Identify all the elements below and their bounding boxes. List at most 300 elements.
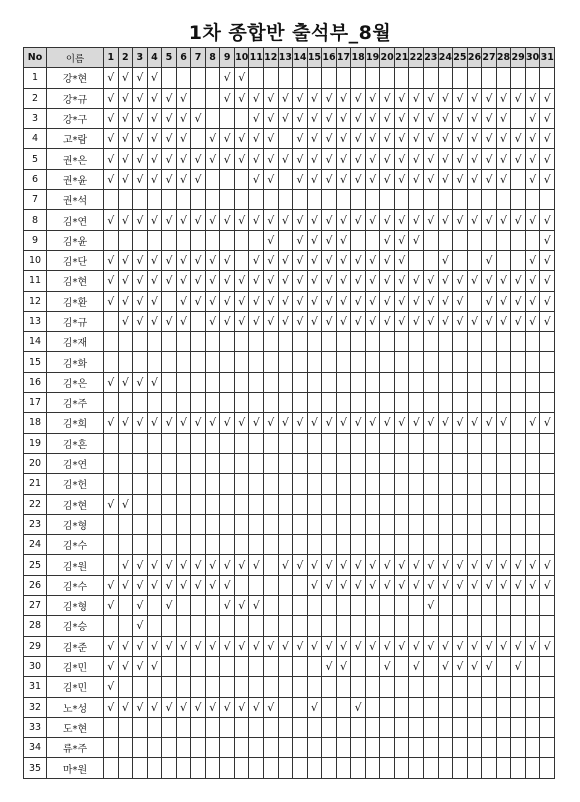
attendance-empty <box>234 433 249 453</box>
attendance-check: √ <box>394 413 409 433</box>
attendance-check: √ <box>234 697 249 717</box>
attendance-empty <box>380 514 395 534</box>
attendance-empty <box>394 738 409 758</box>
attendance-empty <box>380 717 395 737</box>
attendance-check: √ <box>162 129 177 149</box>
attendance-empty <box>176 332 191 352</box>
attendance-empty <box>176 230 191 250</box>
attendance-check: √ <box>424 291 439 311</box>
attendance-check: √ <box>162 596 177 616</box>
attendance-check: √ <box>147 149 162 169</box>
attendance-check: √ <box>293 250 308 270</box>
attendance-check: √ <box>220 271 235 291</box>
attendance-check: √ <box>511 636 526 656</box>
attendance-empty <box>336 474 351 494</box>
attendance-empty <box>365 514 380 534</box>
attendance-check: √ <box>264 697 279 717</box>
attendance-empty <box>453 616 468 636</box>
attendance-empty <box>264 717 279 737</box>
attendance-check: √ <box>525 210 540 230</box>
attendance-empty <box>220 190 235 210</box>
header-day: 22 <box>409 48 424 68</box>
attendance-check: √ <box>540 311 555 331</box>
attendance-check: √ <box>453 129 468 149</box>
row-number: 7 <box>24 190 47 210</box>
attendance-empty <box>336 616 351 636</box>
attendance-check: √ <box>365 413 380 433</box>
attendance-check: √ <box>234 555 249 575</box>
attendance-check: √ <box>467 656 482 676</box>
attendance-empty <box>365 393 380 413</box>
attendance-empty <box>234 230 249 250</box>
attendance-empty <box>118 717 133 737</box>
attendance-check: √ <box>438 169 453 189</box>
attendance-check: √ <box>511 575 526 595</box>
attendance-check: √ <box>118 129 133 149</box>
attendance-check: √ <box>409 656 424 676</box>
attendance-check: √ <box>118 149 133 169</box>
attendance-empty <box>176 494 191 514</box>
attendance-empty <box>234 717 249 737</box>
attendance-check: √ <box>118 494 133 514</box>
attendance-check: √ <box>176 271 191 291</box>
attendance-check: √ <box>307 88 322 108</box>
attendance-empty <box>307 453 322 473</box>
attendance-check: √ <box>540 108 555 128</box>
attendance-empty <box>162 535 177 555</box>
attendance-check: √ <box>293 108 308 128</box>
attendance-empty <box>511 758 526 778</box>
attendance-empty <box>525 656 540 676</box>
attendance-empty <box>205 453 220 473</box>
attendance-empty <box>467 68 482 88</box>
attendance-empty <box>336 68 351 88</box>
attendance-check: √ <box>394 311 409 331</box>
attendance-check: √ <box>380 129 395 149</box>
attendance-empty <box>394 717 409 737</box>
student-name: 김*재 <box>47 332 104 352</box>
attendance-check: √ <box>133 555 148 575</box>
attendance-check: √ <box>394 169 409 189</box>
attendance-empty <box>147 433 162 453</box>
attendance-empty <box>380 190 395 210</box>
attendance-empty <box>176 758 191 778</box>
attendance-table <box>23 47 555 779</box>
attendance-check: √ <box>496 271 511 291</box>
attendance-empty <box>424 697 439 717</box>
attendance-check: √ <box>205 413 220 433</box>
attendance-check: √ <box>220 210 235 230</box>
attendance-empty <box>249 68 264 88</box>
attendance-check: √ <box>380 413 395 433</box>
attendance-empty <box>307 68 322 88</box>
attendance-empty <box>264 575 279 595</box>
attendance-check: √ <box>147 555 162 575</box>
attendance-empty <box>104 758 119 778</box>
attendance-check: √ <box>205 555 220 575</box>
attendance-check: √ <box>191 108 206 128</box>
attendance-empty <box>336 372 351 392</box>
attendance-check: √ <box>511 210 526 230</box>
table-row <box>24 88 555 108</box>
attendance-check: √ <box>118 291 133 311</box>
attendance-empty <box>409 393 424 413</box>
attendance-check: √ <box>249 271 264 291</box>
attendance-empty <box>307 514 322 534</box>
attendance-empty <box>336 758 351 778</box>
attendance-empty <box>365 332 380 352</box>
attendance-check: √ <box>467 108 482 128</box>
attendance-check: √ <box>424 210 439 230</box>
attendance-check: √ <box>380 230 395 250</box>
attendance-empty <box>118 474 133 494</box>
attendance-check: √ <box>525 129 540 149</box>
attendance-empty <box>467 758 482 778</box>
attendance-empty <box>351 372 366 392</box>
attendance-empty <box>511 494 526 514</box>
attendance-check: √ <box>220 88 235 108</box>
attendance-check: √ <box>525 149 540 169</box>
attendance-check: √ <box>394 129 409 149</box>
attendance-check: √ <box>394 271 409 291</box>
attendance-check: √ <box>234 88 249 108</box>
row-number: 5 <box>24 149 47 169</box>
attendance-empty <box>278 535 293 555</box>
attendance-check: √ <box>525 291 540 311</box>
attendance-check: √ <box>104 494 119 514</box>
attendance-check: √ <box>322 250 337 270</box>
attendance-check: √ <box>525 271 540 291</box>
attendance-check: √ <box>234 271 249 291</box>
attendance-check: √ <box>380 636 395 656</box>
attendance-empty <box>540 393 555 413</box>
attendance-empty <box>482 494 497 514</box>
attendance-check: √ <box>467 311 482 331</box>
header-day: 5 <box>162 48 177 68</box>
attendance-empty <box>511 717 526 737</box>
attendance-check: √ <box>234 129 249 149</box>
attendance-check: √ <box>482 555 497 575</box>
attendance-check: √ <box>351 311 366 331</box>
attendance-check: √ <box>336 575 351 595</box>
table-row <box>24 494 555 514</box>
attendance-check: √ <box>176 555 191 575</box>
attendance-empty <box>365 474 380 494</box>
attendance-empty <box>278 230 293 250</box>
attendance-check: √ <box>191 413 206 433</box>
attendance-empty <box>322 68 337 88</box>
table-row <box>24 210 555 230</box>
attendance-check: √ <box>234 291 249 311</box>
attendance-empty <box>511 393 526 413</box>
attendance-empty <box>264 352 279 372</box>
table-row <box>24 433 555 453</box>
attendance-empty <box>365 535 380 555</box>
attendance-empty <box>220 169 235 189</box>
attendance-check: √ <box>133 250 148 270</box>
attendance-empty <box>511 372 526 392</box>
attendance-empty <box>496 514 511 534</box>
attendance-empty <box>438 697 453 717</box>
attendance-check: √ <box>482 311 497 331</box>
attendance-check: √ <box>336 169 351 189</box>
row-number: 12 <box>24 291 47 311</box>
attendance-empty <box>351 494 366 514</box>
attendance-empty <box>249 677 264 697</box>
attendance-empty <box>540 697 555 717</box>
attendance-empty <box>162 717 177 737</box>
attendance-check: √ <box>322 149 337 169</box>
row-number: 28 <box>24 616 47 636</box>
attendance-check: √ <box>205 129 220 149</box>
attendance-empty <box>307 393 322 413</box>
attendance-empty <box>438 758 453 778</box>
attendance-check: √ <box>322 271 337 291</box>
attendance-check: √ <box>438 291 453 311</box>
attendance-check: √ <box>482 250 497 270</box>
attendance-check: √ <box>351 149 366 169</box>
attendance-empty <box>249 372 264 392</box>
attendance-check: √ <box>234 413 249 433</box>
attendance-empty <box>205 474 220 494</box>
header-day: 16 <box>322 48 337 68</box>
table-row <box>24 129 555 149</box>
attendance-empty <box>453 352 468 372</box>
attendance-empty <box>278 758 293 778</box>
attendance-empty <box>234 514 249 534</box>
attendance-empty <box>264 677 279 697</box>
attendance-check: √ <box>438 149 453 169</box>
attendance-empty <box>525 474 540 494</box>
attendance-check: √ <box>220 555 235 575</box>
attendance-empty <box>482 697 497 717</box>
attendance-empty <box>293 352 308 372</box>
attendance-empty <box>147 738 162 758</box>
attendance-check: √ <box>249 108 264 128</box>
attendance-check: √ <box>293 555 308 575</box>
attendance-check: √ <box>147 129 162 149</box>
attendance-check: √ <box>438 656 453 676</box>
attendance-check: √ <box>205 311 220 331</box>
attendance-empty <box>293 535 308 555</box>
attendance-empty <box>322 758 337 778</box>
attendance-empty <box>307 332 322 352</box>
attendance-empty <box>264 453 279 473</box>
attendance-empty <box>453 433 468 453</box>
attendance-empty <box>278 717 293 737</box>
attendance-empty <box>540 616 555 636</box>
attendance-empty <box>293 433 308 453</box>
attendance-empty <box>322 738 337 758</box>
attendance-check: √ <box>438 210 453 230</box>
attendance-empty <box>467 393 482 413</box>
attendance-check: √ <box>496 575 511 595</box>
table-row <box>24 738 555 758</box>
attendance-check: √ <box>133 271 148 291</box>
attendance-empty <box>104 738 119 758</box>
attendance-empty <box>511 677 526 697</box>
attendance-empty <box>496 68 511 88</box>
attendance-empty <box>133 230 148 250</box>
attendance-check: √ <box>322 413 337 433</box>
attendance-check: √ <box>540 575 555 595</box>
attendance-check: √ <box>147 250 162 270</box>
attendance-empty <box>264 474 279 494</box>
row-number: 19 <box>24 433 47 453</box>
attendance-check: √ <box>351 291 366 311</box>
attendance-check: √ <box>409 291 424 311</box>
attendance-check: √ <box>104 656 119 676</box>
attendance-empty <box>176 433 191 453</box>
attendance-check: √ <box>525 250 540 270</box>
attendance-empty <box>351 453 366 473</box>
attendance-check: √ <box>482 88 497 108</box>
attendance-check: √ <box>278 555 293 575</box>
attendance-check: √ <box>162 169 177 189</box>
attendance-check: √ <box>380 108 395 128</box>
attendance-check: √ <box>336 210 351 230</box>
attendance-empty <box>307 372 322 392</box>
student-name: 권*윤 <box>47 169 104 189</box>
attendance-empty <box>511 413 526 433</box>
attendance-check: √ <box>467 88 482 108</box>
attendance-check: √ <box>336 149 351 169</box>
attendance-check: √ <box>162 311 177 331</box>
attendance-check: √ <box>104 413 119 433</box>
attendance-empty <box>351 230 366 250</box>
attendance-check: √ <box>205 149 220 169</box>
attendance-check: √ <box>525 169 540 189</box>
student-name: 권*은 <box>47 149 104 169</box>
attendance-check: √ <box>191 555 206 575</box>
attendance-check: √ <box>540 555 555 575</box>
attendance-empty <box>162 352 177 372</box>
attendance-empty <box>104 433 119 453</box>
attendance-check: √ <box>307 575 322 595</box>
attendance-empty <box>104 352 119 372</box>
attendance-empty <box>191 717 206 737</box>
attendance-empty <box>104 393 119 413</box>
attendance-empty <box>438 190 453 210</box>
attendance-empty <box>511 616 526 636</box>
attendance-empty <box>482 393 497 413</box>
attendance-empty <box>147 717 162 737</box>
attendance-check: √ <box>162 636 177 656</box>
header-day: 28 <box>496 48 511 68</box>
table-row <box>24 717 555 737</box>
attendance-check: √ <box>133 129 148 149</box>
attendance-empty <box>336 535 351 555</box>
attendance-empty <box>453 453 468 473</box>
attendance-empty <box>147 453 162 473</box>
attendance-empty <box>365 616 380 636</box>
attendance-empty <box>205 393 220 413</box>
student-name: 도*현 <box>47 717 104 737</box>
attendance-check: √ <box>162 271 177 291</box>
attendance-check: √ <box>424 575 439 595</box>
attendance-check: √ <box>278 88 293 108</box>
attendance-empty <box>482 190 497 210</box>
attendance-empty <box>176 717 191 737</box>
attendance-empty <box>249 352 264 372</box>
attendance-empty <box>191 68 206 88</box>
attendance-empty <box>278 474 293 494</box>
attendance-check: √ <box>540 149 555 169</box>
attendance-empty <box>162 190 177 210</box>
attendance-empty <box>365 738 380 758</box>
attendance-check: √ <box>191 291 206 311</box>
attendance-check: √ <box>467 555 482 575</box>
attendance-empty <box>351 474 366 494</box>
attendance-empty <box>394 453 409 473</box>
attendance-check: √ <box>351 169 366 189</box>
table-row <box>24 332 555 352</box>
attendance-check: √ <box>380 656 395 676</box>
attendance-empty <box>205 372 220 392</box>
attendance-check: √ <box>365 88 380 108</box>
attendance-check: √ <box>482 636 497 656</box>
attendance-check: √ <box>249 636 264 656</box>
attendance-empty <box>176 677 191 697</box>
attendance-empty <box>424 677 439 697</box>
attendance-empty <box>482 352 497 372</box>
attendance-check: √ <box>176 129 191 149</box>
attendance-empty <box>162 68 177 88</box>
attendance-empty <box>365 494 380 514</box>
student-name: 노*성 <box>47 697 104 717</box>
attendance-check: √ <box>424 129 439 149</box>
attendance-empty <box>205 190 220 210</box>
attendance-empty <box>511 697 526 717</box>
attendance-empty <box>540 677 555 697</box>
attendance-empty <box>467 474 482 494</box>
student-name: 김*형 <box>47 596 104 616</box>
attendance-check: √ <box>191 250 206 270</box>
attendance-empty <box>147 758 162 778</box>
attendance-check: √ <box>438 129 453 149</box>
attendance-check: √ <box>322 636 337 656</box>
attendance-check: √ <box>191 169 206 189</box>
attendance-check: √ <box>511 291 526 311</box>
attendance-check: √ <box>293 271 308 291</box>
attendance-empty <box>307 190 322 210</box>
attendance-check: √ <box>104 88 119 108</box>
attendance-empty <box>496 738 511 758</box>
attendance-empty <box>118 352 133 372</box>
attendance-empty <box>322 433 337 453</box>
attendance-empty <box>525 494 540 514</box>
attendance-check: √ <box>176 149 191 169</box>
attendance-empty <box>118 738 133 758</box>
attendance-check: √ <box>409 129 424 149</box>
attendance-check: √ <box>365 311 380 331</box>
attendance-check: √ <box>322 311 337 331</box>
attendance-empty <box>191 372 206 392</box>
row-number: 27 <box>24 596 47 616</box>
attendance-empty <box>191 738 206 758</box>
attendance-empty <box>424 616 439 636</box>
attendance-empty <box>264 758 279 778</box>
table-row <box>24 230 555 250</box>
attendance-check: √ <box>307 210 322 230</box>
attendance-check: √ <box>118 636 133 656</box>
attendance-empty <box>482 596 497 616</box>
header-name: 이름 <box>47 48 104 68</box>
attendance-check: √ <box>540 88 555 108</box>
attendance-empty <box>162 677 177 697</box>
attendance-check: √ <box>278 291 293 311</box>
table-row <box>24 758 555 778</box>
